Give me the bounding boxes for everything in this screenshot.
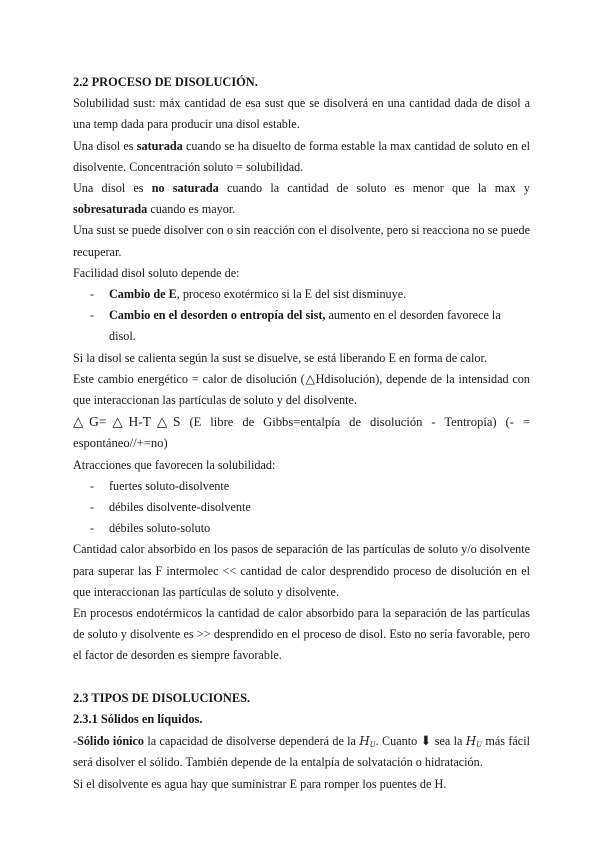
paragraph-attractions: Atracciones que favorecen la solubilidad:	[73, 457, 276, 472]
term-solido-ionico: Sólido iónico	[77, 734, 145, 749]
arrow-down-icon: ⬇	[420, 733, 432, 749]
section-title: 2.3 TIPOS DE DISOLUCIONES.	[73, 690, 251, 705]
document-page	[73, 72, 530, 795]
term-sobresaturada: sobresaturada	[73, 202, 148, 217]
list-item: - débiles disolvente-disolvente	[73, 497, 530, 518]
term-no-saturada: no saturada	[151, 181, 219, 196]
list-item: - Cambio de E, proceso exotérmico si la E del sist disminuye.	[73, 284, 530, 305]
paragraph-unsaturated: Una disol es no saturada cuando la cantidad de soluto es menor que la max y sobresaturada cuando es mayor.	[73, 181, 530, 217]
list-item: - fuertes soluto-disolvente	[73, 476, 530, 497]
section-gap	[73, 667, 530, 688]
lattice-energy-symbol: $H_U$	[465, 734, 483, 750]
paragraph-ionic-solid: -Sólido iónico la capacidad de disolverse dependerá de la $H_U$. Cuanto ⬇ sea la $H_U$ más fácil será disolver el sólido. También depende de la entalpía de solvatación o hidratación.	[73, 733, 530, 770]
subsection-title: 2.3.1 Sólidos en líquidos.	[73, 711, 203, 726]
attractions-list	[73, 476, 530, 540]
gibbs-equation: △G=△H-T△S	[73, 414, 181, 430]
term-saturada: saturada	[136, 138, 183, 153]
list-item: - Cambio en el desorden o entropía del sist, aumento en el desorden favorece la disol.	[73, 305, 530, 347]
paragraph-saturated: Una disol es saturada cuando se ha disuelto de forma estable la max cantidad de soluto en el disolvente. Concentración soluto = solubilidad.	[73, 138, 530, 174]
gibbs-formula: △G=△H-T△S (E libre de Gibbs=entalpía de disolución - Tentropía) (- = espontáneo//+=no)	[73, 414, 530, 451]
paragraph-facility: Facilidad disol soluto depende de:	[73, 265, 240, 280]
paragraph-enthalpy: Este cambio energético = calor de disolución (△Hdisolución), depende de la intensidad con que interaccionan las partículas de soluto y del disolvente.	[73, 371, 530, 408]
list-item: - débiles soluto-soluto	[73, 518, 530, 539]
paragraph-solubility: Solubilidad sust: máx cantidad de esa sust que se disolverá en una cantidad dada de disol a una temp dada para producir una disol estable.	[73, 96, 530, 132]
paragraph-water: Si el disolvente es agua hay que suministrar E para romper los puentes de H.	[73, 776, 447, 791]
section-title: 2.2 PROCESO DE DISOLUCIÓN.	[73, 75, 258, 89]
lattice-energy-symbol: $H_U$	[359, 734, 376, 750]
paragraph-heat-absorbed: Cantidad calor absorbido en los pasos de separación de las partículas de soluto y/o disolvente para superar las F intermolec << cantidad de calor desprendido proceso de disolución en el que interaccionan las partículas de soluto y disolvente.	[73, 542, 530, 599]
paragraph-endothermic: En procesos endotérmicos la cantidad de calor absorbido para la separación de las partículas de soluto y disolvente es >> desprendido en el proceso de disol. Esto no sería favorable, pero el factor de desorden es siempre favorable.	[73, 606, 530, 663]
paragraph-heat: Si la disol se calienta según la sust se disuelve, se está liberando E en forma de calor.	[73, 350, 487, 365]
paragraph-reaction: Una sust se puede disolver con o sin reacción con el disolvente, pero si reacciona no se puede recuperar.	[73, 223, 530, 259]
factors-list	[73, 284, 530, 348]
